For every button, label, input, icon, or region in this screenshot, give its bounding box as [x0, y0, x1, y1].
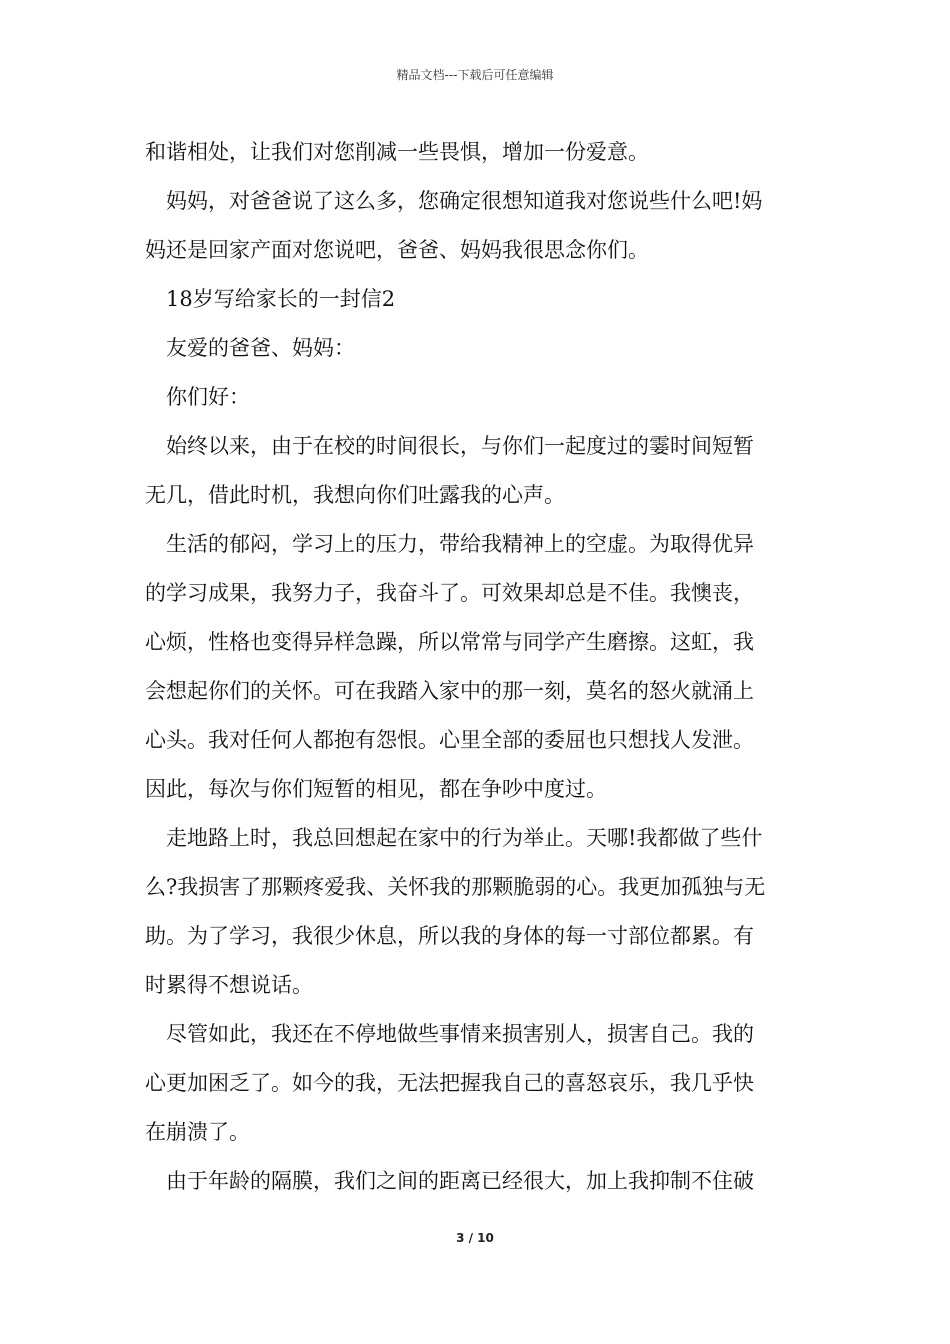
- text-line: 妈还是回家产面对您说吧，爸爸、妈妈我很思念你们。: [145, 238, 649, 262]
- text-line: 因此，每次与你们短暂的相见，都在争吵中度过。: [145, 777, 607, 801]
- text-line: 心头。我对任何人都抱有怨恨。心里全部的委屈也只想找人发泄。: [145, 728, 754, 752]
- text-line: 心更加困乏了。如今的我，无法把握我自己的喜怒哀乐，我几乎快: [145, 1071, 754, 1095]
- text-line: 的学习成果，我努力子，我奋斗了。可效果却总是不佳。我懊丧，: [145, 581, 754, 605]
- page-number: 3 / 10: [456, 1231, 494, 1245]
- text-line: 么?我损害了那颗疼爱我、关怀我的那颗脆弱的心。我更加孤独与无: [145, 875, 766, 899]
- text-line: 助。为了学习，我很少休息，所以我的身体的每一寸部位都累。有: [145, 924, 754, 948]
- text-line: 生活的郁闷，学习上的压力，带给我精神上的空虚。为取得优异: [166, 532, 754, 556]
- text-line: 无几，借此时机，我想向你们吐露我的心声。: [145, 483, 565, 507]
- text-line: 心烦，性格也变得异样急躁，所以常常与同学产生磨擦。这虹，我: [145, 630, 754, 654]
- text-line: 尽管如此，我还在不停地做些事情来损害别人，损害自己。我的: [166, 1022, 754, 1046]
- text-line: 由于年龄的隔膜，我们之间的距离已经很大，加上我抑制不住破: [166, 1169, 754, 1193]
- letter-body: [145, 128, 807, 1206]
- text-line: 时累得不想说话。: [145, 973, 313, 997]
- text-line: 会想起你们的关怀。可在我踏入家中的那一刻，莫名的怒火就涌上: [145, 679, 754, 703]
- text-line: 和谐相处，让我们对您削减一些畏惧，增加一份爱意。: [145, 140, 649, 164]
- text-line: 18岁写给家长的一封信2: [166, 287, 396, 311]
- text-line: 友爱的爸爸、妈妈：: [166, 336, 355, 360]
- text-line: 走地路上时，我总回想起在家中的行为举止。天哪!我都做了些什: [166, 826, 763, 850]
- text-line: 在崩溃了。: [145, 1120, 250, 1144]
- text-line: 妈妈，对爸爸说了这么多，您确定很想知道我对您说些什么吧!妈: [166, 189, 763, 213]
- text-line: 始终以来，由于在校的时间很长，与你们一起度过的霎时间短暂: [166, 434, 754, 458]
- text-line: 你们好：: [166, 385, 250, 409]
- page-header: 精品文档---下载后可任意编辑: [396, 68, 554, 82]
